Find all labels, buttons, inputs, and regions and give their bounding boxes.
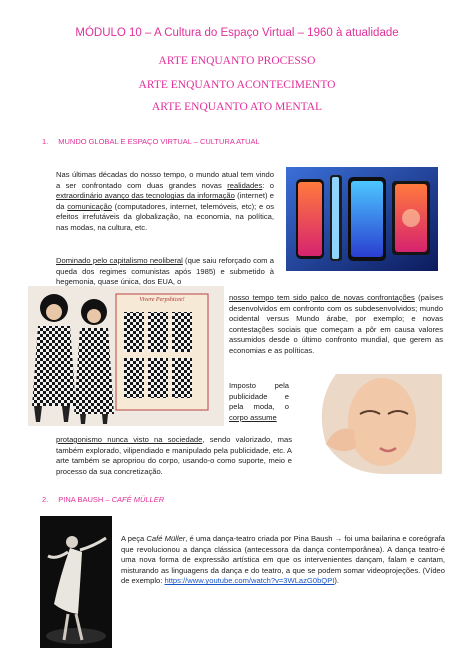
section-2-heading (42, 495, 164, 504)
para1-text-c: : o (262, 180, 274, 190)
sixties-fashion-image (28, 286, 224, 426)
para5-text-a: A peça (121, 534, 147, 543)
fashion-caption: Vivere Perpshicee! (139, 297, 185, 303)
para1-tech-advance: extraordinário avanço das tecnologias da informação (56, 191, 235, 201)
para3-confrontations: nosso tempo tem sido palco de novas confrontações (229, 293, 415, 302)
section-2-title-b: CAFÉ MÜLLER (111, 495, 165, 504)
para4-body-assumes: corpo assume (229, 412, 277, 422)
paragraph-confrontations (229, 293, 443, 357)
section-2-title-a: PINA BAUSH – (58, 495, 112, 504)
para5-text-c: , é uma dança-teatro criada por Pina Baush → foi uma bailarina e coreógrafa que revolucionou a dança clássica (antecessora da dança contemporânea). A dança teatro-é uma nova forma de expressão artística em que os intervenientes dançam, falam e cantam, misturando as linguagens da dança e do teatro, a que se podem somar videoprojeções. (Vídeo de exemplo: (121, 534, 445, 586)
para5-piece-title: Café Müller (146, 534, 186, 543)
youtube-link[interactable]: https://www.youtube.com/watch?v=3WLazG0bQPI (164, 576, 335, 586)
para1-text-a: Nas últimas décadas do nosso tempo, o mundo atual tem vindo a ser confrontado com duas grandes novas (56, 170, 274, 190)
pina-bausch-dancer-image (40, 516, 112, 648)
para4-protagonism: protagonismo nunca visto na sociedade (56, 435, 203, 444)
paragraph-body-continued (56, 435, 292, 477)
section-1-title: MUNDO GLOBAL E ESPAÇO VIRTUAL – CULTURA ATUAL (58, 137, 260, 146)
para1-text-e: (internet) e da (56, 191, 274, 211)
module-title: MÓDULO 10 – A Cultura do Espaço Virtual – 1960 à atualidade (75, 27, 399, 39)
para4-text-d: , sendo valorizado, mas também explorado, vilipendiado e manipulado pela publicidade, etc. A arte também se apropriou do corpo, usando-o como suporte, meio e processo da sua concretização. (56, 435, 292, 476)
paragraph-cafe-muller (121, 534, 445, 587)
para2-capitalism: Dominado pelo capitalismo neoliberal (56, 256, 183, 265)
mobile-devices-image (286, 167, 438, 271)
para1-realities: realidades (227, 180, 263, 190)
para3-text-b: (países desenvolvidos em confronto com os subdesenvolvidos; mundo ocidental versus Mundo árabe, por exemplo; e novas contestações sociais que começam a pôr em causa valores assumidos desde o último confronto mundial, que gerem as economias e as políticas. (229, 293, 444, 355)
subtitle-process: ARTE ENQUANTO PROCESSO (158, 55, 316, 67)
paragraph-body-intro (229, 381, 289, 423)
section-2-number: 2. (42, 495, 49, 504)
section-1-heading (42, 137, 260, 146)
skincare-face-image (296, 374, 442, 474)
para1-text-g: (computadores, internet, telemóveis, etc); e os efeitos irrefutáveis da globalização, na economia, na política, nas modas, na cultura, etc. (56, 201, 274, 232)
para5-text-d: ). (334, 576, 340, 586)
paragraph-capitalism (56, 256, 274, 288)
paragraph-global-world (56, 170, 274, 234)
section-1-number: 1. (42, 137, 49, 146)
para4-text-a: Imposto pela publicidade e pela moda, o (229, 381, 289, 412)
para1-communication: comunicação (67, 201, 112, 211)
para2-text-b: (que saiu reforçado com a queda dos regimes comunistas após 1985) e submetido à hegemonia, quase única, dos EUA, o (56, 256, 275, 287)
subtitle-mental-act: ARTE ENQUANTO ATO MENTAL (151, 101, 323, 113)
subtitle-event: ARTE ENQUANTO ACONTECIMENTO (138, 79, 336, 91)
